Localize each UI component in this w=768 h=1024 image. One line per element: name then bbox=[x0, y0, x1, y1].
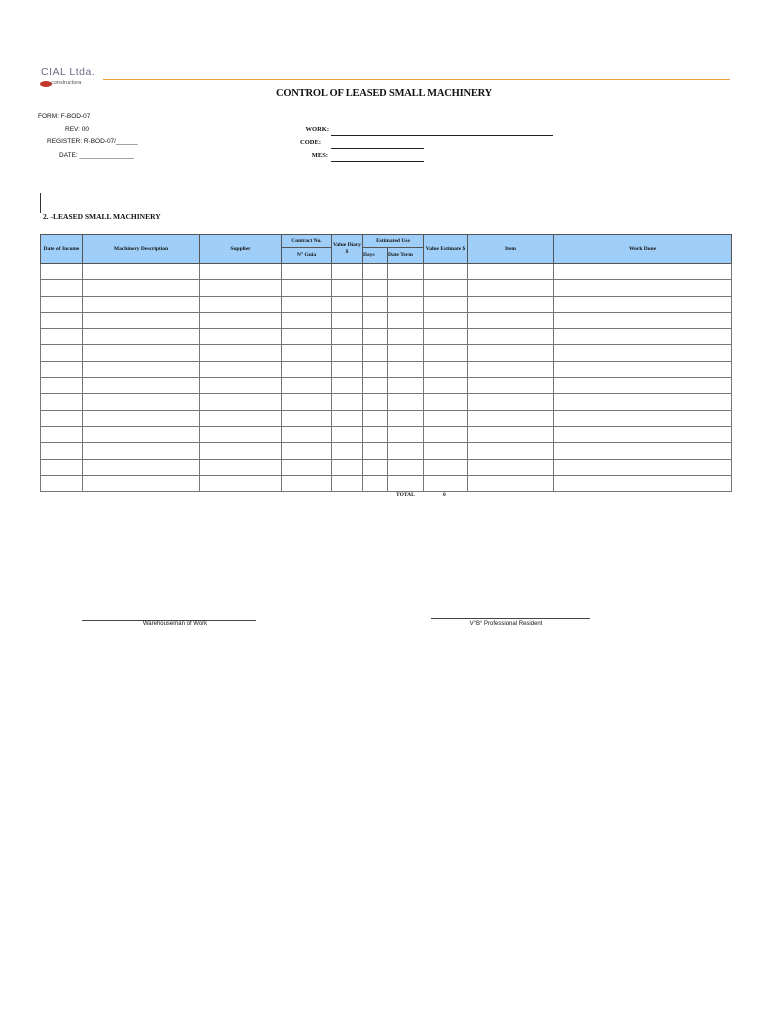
mes-input[interactable] bbox=[331, 161, 424, 162]
table-cell[interactable] bbox=[282, 280, 332, 296]
form-code: FORM: F-BOD-07 bbox=[38, 113, 91, 120]
header-date-term: Date Term bbox=[388, 248, 424, 264]
table-cell[interactable] bbox=[554, 312, 732, 328]
table-row bbox=[41, 329, 732, 345]
header-supplier: Supplier bbox=[200, 235, 282, 264]
code-label: CODE: bbox=[300, 139, 321, 146]
table-row bbox=[41, 426, 732, 442]
table-cell[interactable] bbox=[424, 443, 468, 459]
table-cell[interactable] bbox=[554, 410, 732, 426]
table-cell[interactable] bbox=[468, 394, 554, 410]
table-cell[interactable] bbox=[468, 329, 554, 345]
table-cell[interactable] bbox=[468, 264, 554, 280]
table-cell[interactable] bbox=[41, 280, 83, 296]
table-cell[interactable] bbox=[332, 361, 363, 377]
table-cell[interactable] bbox=[41, 443, 83, 459]
table-cell[interactable] bbox=[332, 410, 363, 426]
table-cell[interactable] bbox=[83, 329, 200, 345]
table-cell[interactable] bbox=[83, 264, 200, 280]
table-row bbox=[41, 361, 732, 377]
table-cell[interactable] bbox=[424, 329, 468, 345]
table-cell[interactable] bbox=[468, 296, 554, 312]
signature-line-right[interactable] bbox=[431, 618, 590, 619]
header-estimated-use: Estimated Use bbox=[363, 235, 424, 248]
table-cell[interactable] bbox=[83, 475, 200, 491]
table-cell[interactable] bbox=[200, 459, 282, 475]
table-cell[interactable] bbox=[41, 329, 83, 345]
table-cell[interactable] bbox=[554, 443, 732, 459]
table-cell[interactable] bbox=[554, 426, 732, 442]
table-cell[interactable] bbox=[363, 296, 388, 312]
table-cell[interactable] bbox=[554, 264, 732, 280]
table-cell[interactable] bbox=[468, 426, 554, 442]
logo-subtitle: constructora bbox=[51, 80, 82, 86]
table-cell[interactable] bbox=[363, 426, 388, 442]
table-cell[interactable] bbox=[282, 459, 332, 475]
table-cell[interactable] bbox=[83, 280, 200, 296]
table-cell[interactable] bbox=[388, 296, 424, 312]
table-cell[interactable] bbox=[332, 378, 363, 394]
table-cell[interactable] bbox=[554, 475, 732, 491]
table-cell[interactable] bbox=[200, 394, 282, 410]
table-cell[interactable] bbox=[363, 280, 388, 296]
table-cell[interactable] bbox=[282, 312, 332, 328]
table-cell[interactable] bbox=[200, 296, 282, 312]
table-cell[interactable] bbox=[363, 443, 388, 459]
table-cell[interactable] bbox=[282, 410, 332, 426]
table-cell[interactable] bbox=[83, 410, 200, 426]
table-cell[interactable] bbox=[200, 312, 282, 328]
table-cell[interactable] bbox=[332, 280, 363, 296]
table-cell[interactable] bbox=[424, 312, 468, 328]
table-cell[interactable] bbox=[282, 264, 332, 280]
table-cell[interactable] bbox=[468, 280, 554, 296]
table-cell[interactable] bbox=[41, 264, 83, 280]
table-cell[interactable] bbox=[332, 312, 363, 328]
table-cell[interactable] bbox=[83, 394, 200, 410]
total-value: 0 bbox=[443, 492, 446, 498]
table-cell[interactable] bbox=[83, 296, 200, 312]
table-cell[interactable] bbox=[424, 280, 468, 296]
table-cell[interactable] bbox=[83, 426, 200, 442]
table-row bbox=[41, 378, 732, 394]
table-cell[interactable] bbox=[554, 296, 732, 312]
section-marker bbox=[40, 193, 41, 213]
table-cell[interactable] bbox=[200, 280, 282, 296]
table-cell[interactable] bbox=[468, 378, 554, 394]
table-cell[interactable] bbox=[200, 361, 282, 377]
table-cell[interactable] bbox=[200, 475, 282, 491]
table-cell[interactable] bbox=[363, 329, 388, 345]
table-cell[interactable] bbox=[363, 410, 388, 426]
table-cell[interactable] bbox=[282, 475, 332, 491]
table-cell[interactable] bbox=[554, 459, 732, 475]
document-title: CONTROL OF LEASED SMALL MACHINERY bbox=[275, 88, 493, 99]
table-cell[interactable] bbox=[468, 312, 554, 328]
table-row bbox=[41, 394, 732, 410]
table-cell[interactable] bbox=[200, 329, 282, 345]
table-row bbox=[41, 312, 732, 328]
table-cell[interactable] bbox=[332, 345, 363, 361]
table-cell[interactable] bbox=[200, 410, 282, 426]
table-row bbox=[41, 345, 732, 361]
table-cell[interactable] bbox=[554, 345, 732, 361]
table-row bbox=[41, 410, 732, 426]
header-date-income: Date of Income bbox=[41, 235, 83, 264]
signature-label-right: V°B° Professional Resident bbox=[469, 621, 543, 627]
table-cell[interactable] bbox=[468, 345, 554, 361]
table-cell[interactable] bbox=[332, 426, 363, 442]
table-cell[interactable] bbox=[424, 378, 468, 394]
code-input[interactable] bbox=[331, 148, 424, 149]
mes-label: MES: bbox=[311, 152, 328, 159]
table-cell[interactable] bbox=[282, 296, 332, 312]
table-cell[interactable] bbox=[41, 378, 83, 394]
table-cell[interactable] bbox=[468, 410, 554, 426]
table-row bbox=[41, 280, 732, 296]
table-cell[interactable] bbox=[424, 264, 468, 280]
table-cell[interactable] bbox=[363, 475, 388, 491]
table-cell[interactable] bbox=[363, 264, 388, 280]
table-row bbox=[41, 443, 732, 459]
table-cell[interactable] bbox=[83, 378, 200, 394]
table-cell[interactable] bbox=[554, 361, 732, 377]
table-cell[interactable] bbox=[282, 329, 332, 345]
table-cell[interactable] bbox=[200, 378, 282, 394]
table-cell[interactable] bbox=[282, 378, 332, 394]
table-cell[interactable] bbox=[388, 378, 424, 394]
header-contract: Contract No. bbox=[282, 235, 332, 248]
table-cell[interactable] bbox=[388, 264, 424, 280]
table-cell[interactable] bbox=[424, 475, 468, 491]
table-cell[interactable] bbox=[41, 459, 83, 475]
header-days: Days bbox=[363, 248, 388, 264]
table-cell[interactable] bbox=[388, 394, 424, 410]
table-cell[interactable] bbox=[363, 312, 388, 328]
table-cell[interactable] bbox=[388, 312, 424, 328]
header-value-estimate: Value Estimate $ bbox=[424, 235, 468, 264]
table-cell[interactable] bbox=[554, 394, 732, 410]
section-title: 2. -LEASED SMALL MACHINERY bbox=[43, 212, 161, 221]
table-cell[interactable] bbox=[554, 280, 732, 296]
table-cell[interactable] bbox=[332, 329, 363, 345]
table-row bbox=[41, 264, 732, 280]
header-value-diary: Value Diary $ bbox=[332, 235, 363, 264]
total-label: TOTAL bbox=[396, 492, 415, 498]
header-guia: N° Guia bbox=[282, 248, 332, 264]
table-row bbox=[41, 459, 732, 475]
header-divider bbox=[103, 79, 730, 80]
table-cell[interactable] bbox=[332, 296, 363, 312]
work-label: WORK: bbox=[305, 126, 329, 133]
work-input[interactable] bbox=[331, 135, 553, 136]
table-cell[interactable] bbox=[424, 345, 468, 361]
register-field[interactable]: REGISTER: R-BOD-07/______ bbox=[47, 138, 138, 145]
table-cell[interactable] bbox=[332, 459, 363, 475]
table-cell[interactable] bbox=[388, 475, 424, 491]
signature-label-left: Warehouseman of Work bbox=[142, 621, 208, 627]
table-cell[interactable] bbox=[41, 426, 83, 442]
table-row bbox=[41, 296, 732, 312]
table-cell[interactable] bbox=[332, 264, 363, 280]
table-cell[interactable] bbox=[388, 426, 424, 442]
table-cell[interactable] bbox=[332, 475, 363, 491]
header-machinery: Machinery Description bbox=[83, 235, 200, 264]
table-cell[interactable] bbox=[363, 459, 388, 475]
table-cell[interactable] bbox=[83, 361, 200, 377]
table-row bbox=[41, 475, 732, 491]
table-cell[interactable] bbox=[363, 345, 388, 361]
table-cell[interactable] bbox=[468, 361, 554, 377]
table-cell[interactable] bbox=[332, 443, 363, 459]
table-cell[interactable] bbox=[41, 410, 83, 426]
table-cell[interactable] bbox=[41, 345, 83, 361]
table-cell[interactable] bbox=[83, 459, 200, 475]
table-cell[interactable] bbox=[41, 296, 83, 312]
table-cell[interactable] bbox=[83, 312, 200, 328]
table-cell[interactable] bbox=[468, 475, 554, 491]
table-cell[interactable] bbox=[424, 410, 468, 426]
table-cell[interactable] bbox=[554, 378, 732, 394]
table-cell[interactable] bbox=[388, 345, 424, 361]
machinery-table bbox=[40, 234, 732, 492]
table-cell[interactable] bbox=[424, 296, 468, 312]
table-cell[interactable] bbox=[424, 426, 468, 442]
table-cell[interactable] bbox=[200, 426, 282, 442]
table-cell[interactable] bbox=[83, 345, 200, 361]
table-cell[interactable] bbox=[282, 394, 332, 410]
table-cell[interactable] bbox=[363, 394, 388, 410]
table-cell[interactable] bbox=[41, 394, 83, 410]
table-cell[interactable] bbox=[424, 394, 468, 410]
logo-name: CIAL Ltda. bbox=[41, 66, 96, 78]
table-cell[interactable] bbox=[363, 378, 388, 394]
table-cell[interactable] bbox=[388, 361, 424, 377]
table-cell[interactable] bbox=[200, 264, 282, 280]
header-work-done: Work Done bbox=[554, 235, 732, 264]
table-cell[interactable] bbox=[332, 394, 363, 410]
table-cell[interactable] bbox=[388, 443, 424, 459]
table-cell[interactable] bbox=[282, 443, 332, 459]
table-cell[interactable] bbox=[388, 329, 424, 345]
table-cell[interactable] bbox=[282, 361, 332, 377]
table-cell[interactable] bbox=[200, 443, 282, 459]
table-cell[interactable] bbox=[41, 312, 83, 328]
table-cell[interactable] bbox=[41, 361, 83, 377]
table-cell[interactable] bbox=[83, 443, 200, 459]
table-cell[interactable] bbox=[468, 459, 554, 475]
table-cell[interactable] bbox=[41, 475, 83, 491]
table-cell[interactable] bbox=[363, 361, 388, 377]
table-cell[interactable] bbox=[468, 443, 554, 459]
date-field[interactable]: DATE: _______________ bbox=[59, 152, 134, 159]
table-cell[interactable] bbox=[282, 426, 332, 442]
header-item: Item bbox=[468, 235, 554, 264]
revision: REV: 00 bbox=[65, 126, 89, 133]
table-cell[interactable] bbox=[388, 410, 424, 426]
table-cell[interactable] bbox=[554, 329, 732, 345]
table-cell[interactable] bbox=[282, 345, 332, 361]
table-cell[interactable] bbox=[200, 345, 282, 361]
table-cell[interactable] bbox=[424, 459, 468, 475]
table-cell[interactable] bbox=[388, 280, 424, 296]
table-cell[interactable] bbox=[424, 361, 468, 377]
table-cell[interactable] bbox=[388, 459, 424, 475]
